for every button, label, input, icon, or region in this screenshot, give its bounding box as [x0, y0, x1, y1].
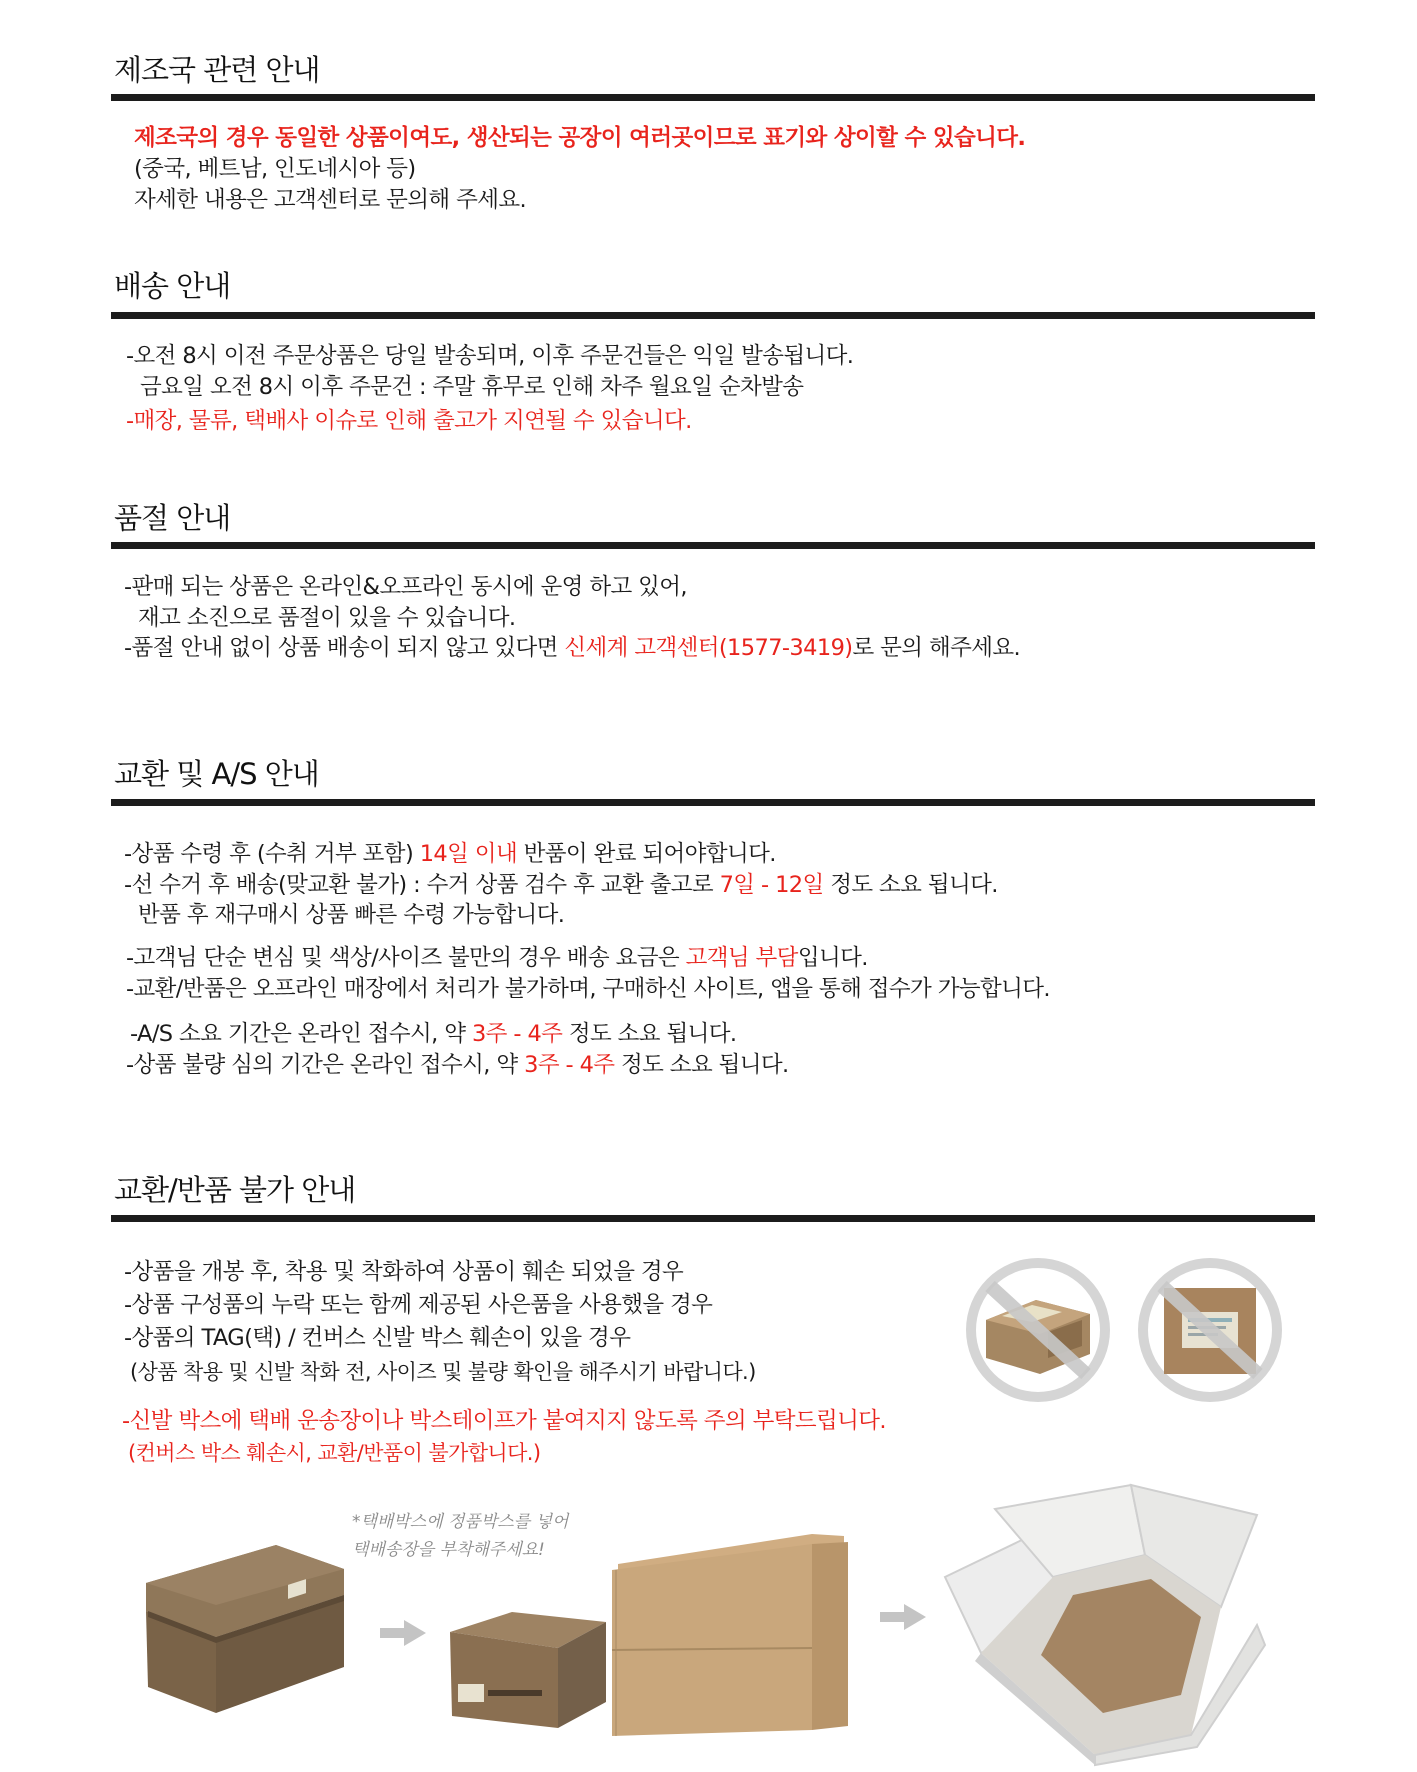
shipping-line: -오전 8시 이전 주문상품은 당일 발송되며, 이후 주문건들은 익일 발송됩니다. — [126, 343, 854, 369]
text-segment: 입니다. — [797, 945, 868, 971]
exchange-line: 반품 후 재구매시 상품 빠른 수령 가능합니다. — [138, 902, 565, 928]
text-segment: 로 문의 해주세요. — [852, 635, 1021, 661]
exchange-line — [124, 838, 776, 870]
packing-note — [352, 1508, 568, 1564]
shipping-line: 금요일 오전 8시 이후 주문건 : 주말 휴무로 인해 차주 월요일 순차발송 — [140, 374, 804, 400]
section-divider — [111, 312, 1315, 319]
text-segment: 반품이 완료 되어야합니다. — [517, 841, 776, 867]
highlight-text: 14일 이내 — [419, 841, 518, 867]
shoe-box-image — [448, 1610, 608, 1730]
cardboard-box-image — [612, 1530, 852, 1740]
text-segment: -상품 수령 후 (수취 거부 포함) — [124, 841, 420, 867]
section-divider — [111, 1215, 1315, 1222]
noreturn-note: (상품 착용 및 신발 착화 전, 사이즈 및 불량 확인을 해주시기 바랍니다.) — [130, 1360, 756, 1384]
text-segment: -고객님 단순 변심 및 색상/사이즈 불만의 경우 배송 요금은 — [126, 945, 686, 971]
text-segment: 정도 소요 됩니다. — [823, 872, 998, 898]
soldout-contact-line — [124, 632, 1020, 664]
packing-note-line: *택배박스에 정품박스를 넣어 — [352, 1512, 569, 1532]
shipping-delay-warning: -매장, 물류, 택배사 이슈로 인해 출고가 지연될 수 있습니다. — [126, 408, 692, 434]
noreturn-line: -상품의 TAG(택) / 컨버스 신발 박스 훼손이 있을 경우 — [124, 1325, 631, 1351]
arrow-right-icon — [880, 1604, 926, 1630]
section-title-soldout: 품절 안내 — [114, 501, 231, 535]
shoe-box-image — [140, 1545, 360, 1715]
soldout-line: 재고 소진으로 품절이 있을 수 있습니다. — [138, 605, 516, 631]
section-title-shipping: 배송 안내 — [114, 269, 231, 303]
noreturn-warning-note: (컨버스 박스 훼손시, 교환/반품이 불가합니다.) — [128, 1441, 541, 1465]
origin-notice-line: 제조국의 경우 동일한 상품이여도, 생산되는 공장이 여러곳이므로 표기와 상이할 수 있습니다. — [134, 125, 1026, 151]
no-tape-box-icon — [1130, 1250, 1290, 1410]
as-period-line — [130, 1018, 736, 1050]
origin-contact-line: 자세한 내용은 고객센터로 문의해 주세요. — [134, 187, 527, 213]
highlight-text: 7일 - 12일 — [719, 872, 824, 898]
highlight-text: 고객님 부담 — [685, 945, 798, 971]
no-label-box-icon — [958, 1250, 1118, 1410]
defect-review-line — [126, 1049, 789, 1081]
soldout-line: -판매 되는 상품은 온라인&오프라인 동시에 운영 하고 있어, — [124, 574, 687, 600]
section-divider — [111, 542, 1315, 549]
section-title-noreturn: 교환/반품 불가 안내 — [114, 1173, 356, 1207]
text-segment: -품절 안내 없이 상품 배송이 되지 않고 있다면 — [124, 635, 565, 661]
section-divider — [111, 799, 1315, 806]
exchange-line: -교환/반품은 오프라인 매장에서 처리가 불가하며, 구매하신 사이트, 앱을 통해 접수가 가능합니다. — [126, 976, 1050, 1002]
exchange-line — [126, 942, 868, 974]
noreturn-line: -상품 구성품의 누락 또는 함께 제공된 사은품을 사용했을 경우 — [124, 1292, 713, 1318]
section-title-origin: 제조국 관련 안내 — [114, 53, 320, 87]
text-segment: -A/S 소요 기간은 온라인 접수시, 약 — [130, 1021, 472, 1047]
section-divider — [111, 94, 1315, 101]
text-segment: -선 수거 후 배송(맞교환 불가) : 수거 상품 검수 후 교환 출고로 — [124, 872, 720, 898]
arrow-right-icon — [380, 1620, 426, 1646]
exchange-line — [124, 869, 998, 901]
noreturn-warning: -신발 박스에 택배 운송장이나 박스테이프가 붙여지지 않도록 주의 부탁드립니다. — [122, 1408, 886, 1434]
packed-box-image — [945, 1485, 1265, 1765]
customer-center-phone: 신세계 고객센터(1577-3419) — [564, 635, 853, 661]
noreturn-line: -상품을 개봉 후, 착용 및 착화하여 상품이 훼손 되었을 경우 — [124, 1259, 684, 1285]
packing-note-line: 택배송장을 부착해주세요! — [352, 1540, 545, 1560]
text-segment: -상품 불량 심의 기간은 온라인 접수시, 약 — [126, 1052, 525, 1078]
origin-country-list: (중국, 베트남, 인도네시아 등) — [134, 156, 416, 182]
highlight-text: 3주 - 4주 — [524, 1052, 615, 1078]
text-segment: 정도 소요 됩니다. — [562, 1021, 737, 1047]
section-title-exchange: 교환 및 A/S 안내 — [114, 757, 319, 791]
highlight-text: 3주 - 4주 — [471, 1021, 563, 1047]
text-segment: 정도 소요 됩니다. — [614, 1052, 789, 1078]
